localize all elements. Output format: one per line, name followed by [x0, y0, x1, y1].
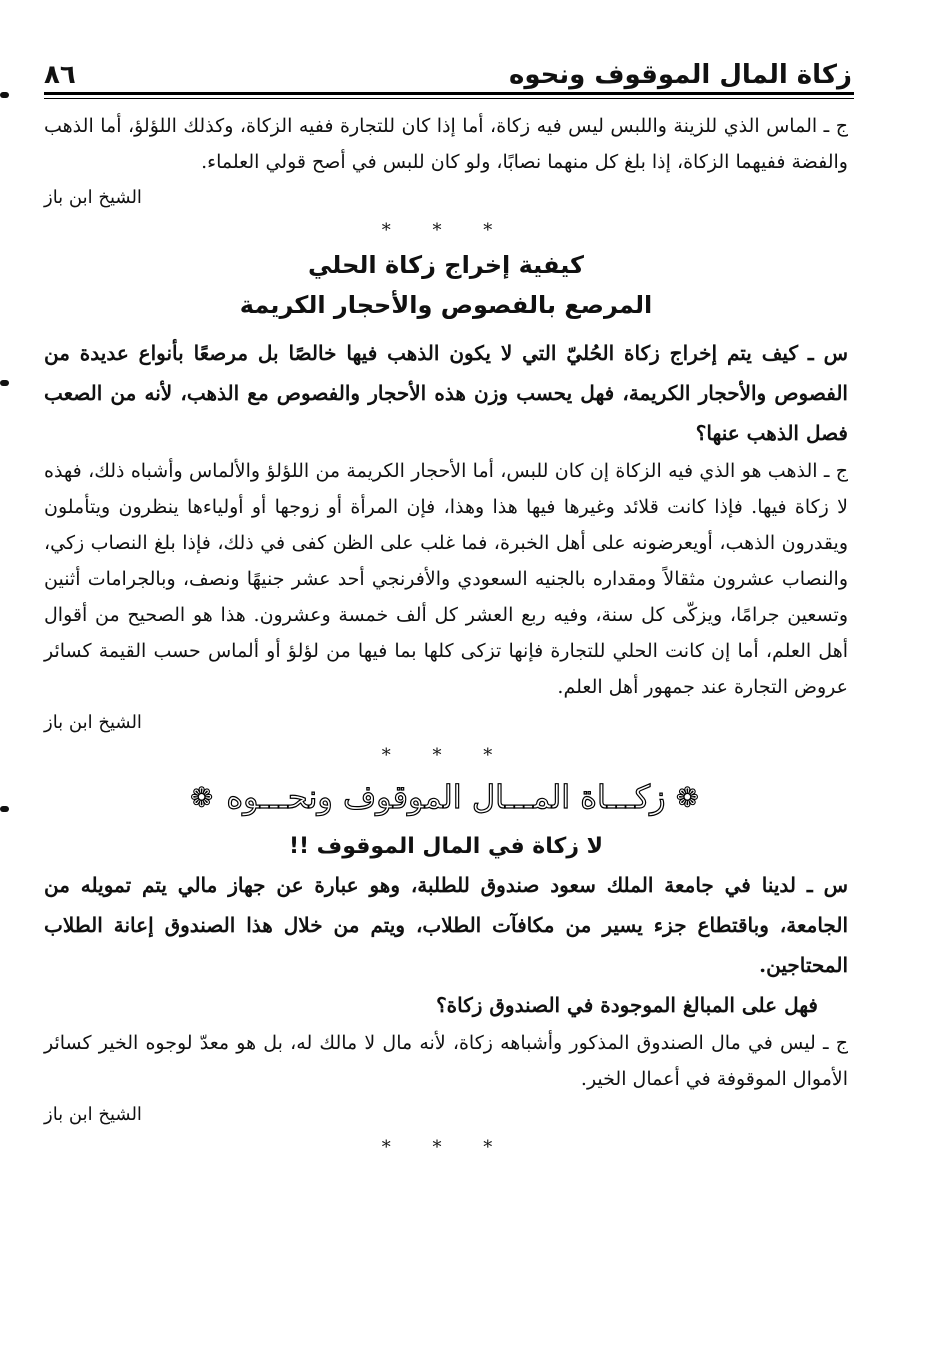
fatwa-heading: لا زكاة في المال الموقوف !! [288, 834, 604, 859]
section-heading-line2: المرصع بالفصوص والأحجار الكريمة [239, 291, 653, 319]
signature: الشيخ ابن باز [44, 187, 142, 208]
page-content [44, 108, 848, 1162]
question-paragraph: س ـ كيف يتم إخراج زكاة الحُليّ التي لا يكون الذهب فيها خالصًا بل مرصعًا بأنواع عديدة من الفصوص والأحجار الكريمة، فهل يحسب وزن هذه الأحجار والفصوص مع الذهب، لأنه من الصعب فصل الذهب عنها؟ [44, 341, 849, 445]
stars-separator: * * * [381, 1137, 511, 1158]
ornament-icon: ❁ [675, 780, 703, 814]
question-continuation: فهل على المبالغ الموجودة في الصندوق زكاة؟ [436, 993, 818, 1017]
answer-paragraph: ج ـ ليس في مال الصندوق المذكور وأشباهه زكاة، لأنه مال لا مالك له، بل هو معدّ لوجوه الخير كسائر الأموال الموقوفة في أعمال الخير. [44, 1032, 848, 1090]
answer-paragraph: ج ـ الماس الذي للزينة واللبس ليس فيه زكاة، أما إذا كان للتجارة ففيه الزكاة، وكذلك اللؤلؤ، أما الذهب والفضة ففيهما الزكاة، إذا بلغ كل منهما نصابًا، ولو كان للبس في أصح قولي العلماء. [44, 115, 848, 173]
header-rule-thick [44, 92, 854, 95]
margin-mark [0, 380, 9, 386]
ornament-icon: ❁ [189, 780, 217, 814]
answer-paragraph: ج ـ الذهب هو الذي فيه الزكاة إن كان للبس، أما الأحجار الكريمة من اللؤلؤ والألماس وأشباه ذلك، فهذه لا زكاة فيها. فإذا كانت قلائد وغيرها فيها هذا وهذا، فإن المرأة أو زوجها أو أولياءها ينظرون ويتأملون ويقدرون الذهب، أويعرضونه على أهل الخبرة، فما غلب على الظن كفى في ذلك، فإذا بلغ النصاب زكي، والنصاب عشرون مثقالاً ومقداره بالجنيه السعودي والأفرنجي أحد عشر جنيهًا ونصف، وبالجرامات أثنين وتسعين جرامًا، ويزكّى كل سنة، وفيه ربع العشر كل ألف خمسة وعشرون. هذا هو الصحيح من أقوال أهل العلم، أما إن كانت الحلي للتجارة فإنها تزكى كلها بما فيها من لؤلؤ أو ألماس حسب القيمة كسائر عروض التجارة عند جمهور أهل العلم. [44, 460, 848, 698]
page-header [44, 44, 852, 90]
margin-mark [0, 806, 9, 812]
signature: الشيخ ابن باز [44, 712, 142, 733]
section-banner-title: زكـــاة المـــال الموقوف ونحـــوه [226, 778, 666, 816]
running-title: زكاة المال الموقوف ونحوه [508, 60, 852, 90]
section-heading-line1: كيفية إخراج زكاة الحلي [308, 251, 584, 279]
stars-separator: * * * [381, 745, 511, 766]
question-paragraph: س ـ لدينا في جامعة الملك سعود صندوق للطلبة، وهو عبارة عن جهاز مالي يتم تمويله من الجامعة، وباقتطاع جزء يسير من مكافآت الطلاب، ويتم من خلال هذا الصندوق إعانة الطلاب المحتاجين. [44, 873, 848, 977]
header-rule-thin [44, 98, 854, 99]
margin-mark [0, 92, 9, 98]
signature: الشيخ ابن باز [44, 1104, 142, 1125]
section-banner [44, 778, 848, 816]
stars-separator: * * * [381, 220, 511, 241]
page-number: ٨٦ [44, 60, 76, 90]
